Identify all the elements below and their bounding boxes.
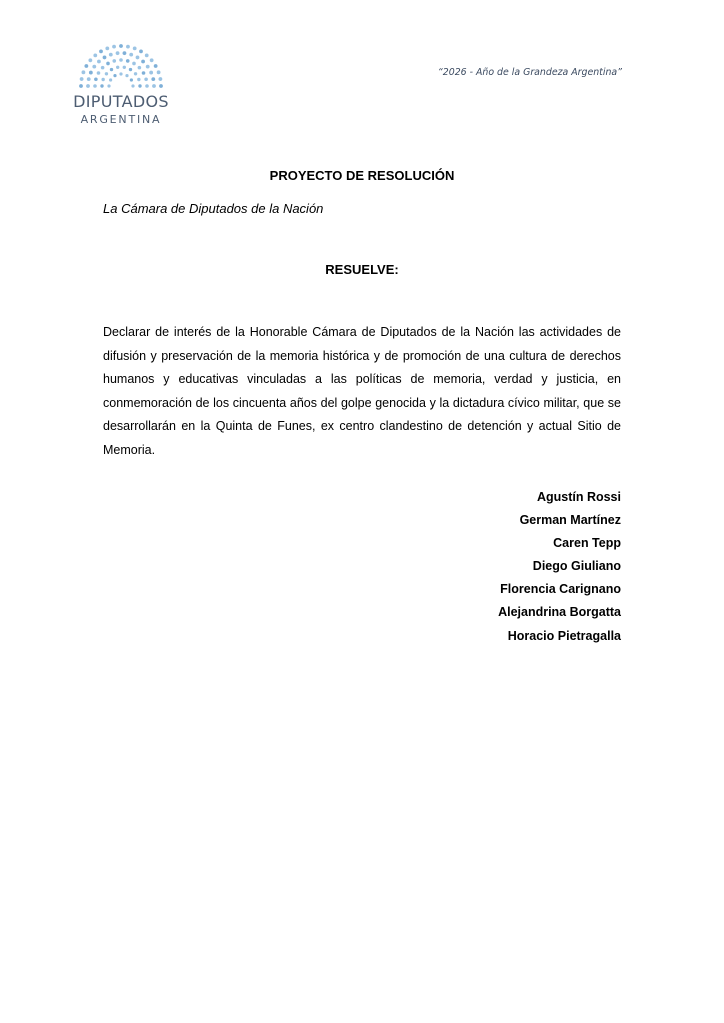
logo-dot (126, 45, 130, 49)
logo-dot (119, 44, 123, 48)
logo-dot (137, 78, 140, 81)
logo-dot (79, 84, 83, 88)
logo-dot (112, 45, 116, 49)
logo-dot (125, 74, 128, 77)
logo-dot (116, 51, 120, 55)
logo-dot (93, 53, 97, 57)
logo-dot (103, 56, 107, 60)
logo-dot (101, 66, 105, 70)
logo-dot (149, 71, 153, 75)
logo-dot (139, 49, 143, 53)
logo-dot (150, 58, 154, 62)
logo-dot (132, 62, 136, 66)
logo-dot (82, 70, 86, 74)
logo-dot (146, 65, 150, 69)
logo-dot (134, 72, 137, 75)
logo-dot (138, 84, 141, 87)
logo-dot (97, 60, 101, 64)
logo-dot (92, 65, 96, 69)
logo-dot (94, 77, 98, 81)
logo-dot (80, 77, 84, 81)
logo-dot (152, 84, 156, 88)
logo-dot (136, 56, 140, 60)
logo-dot (142, 71, 146, 75)
logo-dot (123, 51, 127, 55)
logo-dot (123, 66, 126, 69)
logo-dot (84, 64, 88, 68)
logo-dot (89, 71, 93, 75)
signer-name: Alejandrina Borgatta (498, 605, 621, 620)
logo-dot (100, 84, 103, 87)
signers-list (498, 486, 621, 648)
logo-dot (157, 70, 161, 74)
signer-name: Florencia Carignano (500, 582, 621, 597)
signer-name: Caren Tepp (553, 536, 621, 551)
logo-dot (106, 62, 110, 66)
logo-dot (158, 77, 162, 81)
signer-name: Agustín Rossi (536, 490, 621, 504)
logo-dot (144, 77, 148, 81)
resolution-body: Declarar de interés de la Honorable Cámara de Diputados de la Nación las actividades de difusión y preservación de la memoria histórica y de promoción de una cultura de derechos humanos y educativas vinculadas a las políticas de memoria, verdad y justicia, en conmemoración de los cincuenta años del golpe genocida y la dictadura cívico militar, que se desarrollarán en la Quinta de Funes, ex centro clandestino de detención y actual Sitio de Memoria. (103, 325, 621, 457)
logo-dot (126, 59, 130, 63)
logo-dot (154, 64, 158, 68)
logo-dot (141, 60, 145, 64)
logo-dot (145, 84, 149, 88)
logo-dot (131, 84, 134, 87)
logo-dot (109, 78, 112, 81)
logo-dot (112, 59, 116, 63)
logo-dot (119, 58, 123, 62)
logo-subtitle: ARGENTINA (80, 113, 162, 126)
logo-dot (116, 66, 119, 69)
document-title: PROYECTO DE RESOLUCIÓN (269, 168, 455, 183)
logo-dot (151, 77, 155, 81)
logo-dot (130, 78, 133, 81)
logo-title: DIPUTADOS (73, 92, 169, 111)
logo-dot (105, 72, 108, 75)
logo-dot (86, 84, 90, 88)
signer-name: Horacio Pietragalla (507, 628, 621, 643)
logo-dot (159, 84, 163, 88)
signer-name: German Martínez (519, 513, 621, 528)
logo-dot (129, 53, 133, 57)
logo-dot (105, 47, 109, 51)
logo-dot (101, 78, 104, 81)
chamber-name: La Cámara de Diputados de la Nación (103, 201, 324, 216)
hemicycle-logo-icon (78, 42, 164, 88)
logo-dot (109, 53, 113, 57)
signer-name: Diego Giuliano (532, 559, 621, 574)
logo-dot (97, 71, 101, 75)
year-motto: “2026 - Año de la Grandeza Argentina” (437, 67, 622, 78)
logo-dot (107, 84, 110, 87)
logo-dot (138, 66, 142, 70)
logo-dot (87, 77, 91, 81)
resolves-heading: RESUELVE: (325, 262, 399, 277)
logo-dot (113, 74, 116, 77)
logo-dot (133, 47, 137, 51)
logo-dot (93, 84, 97, 88)
logo-dot (110, 68, 113, 71)
logo-dot (119, 72, 122, 75)
logo-dot (88, 58, 92, 62)
logo-dot (99, 49, 103, 53)
logo-dot (145, 53, 149, 57)
logo-dot (129, 68, 132, 71)
